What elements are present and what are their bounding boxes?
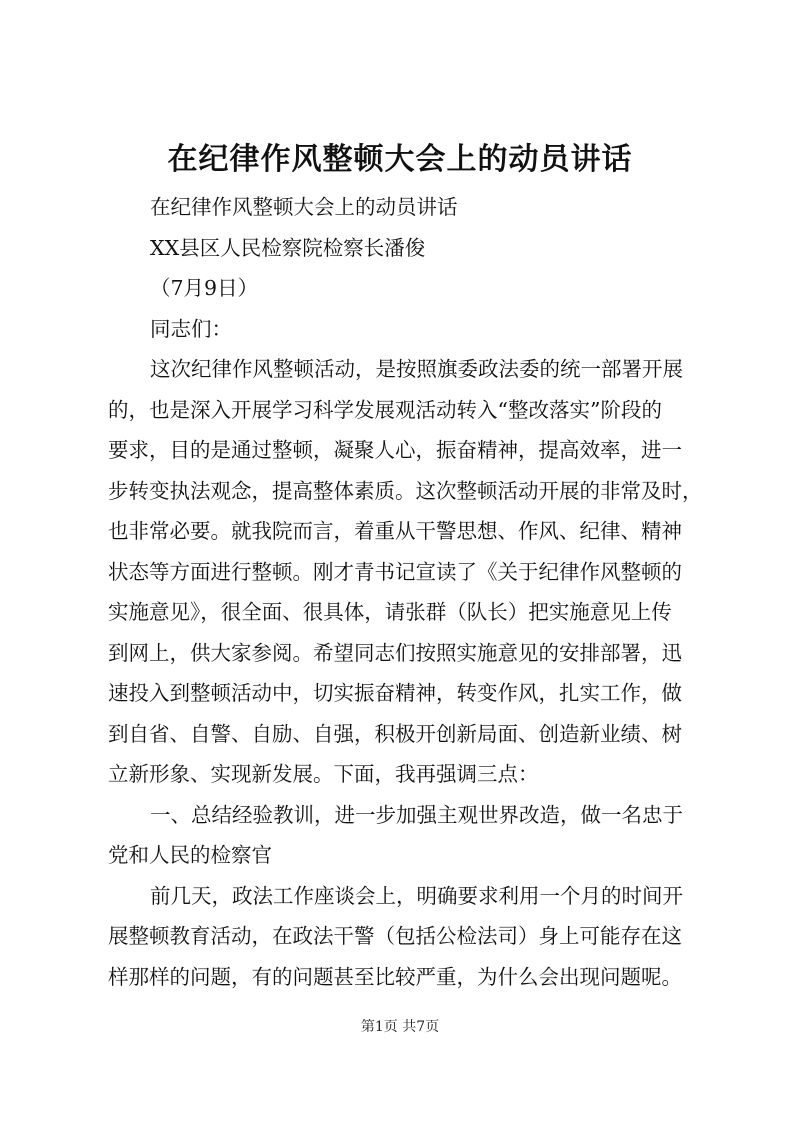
body-text-line: 速投入到整顿活动中，切实振奋精神，转变作风，扎实工作，做 xyxy=(108,681,682,705)
page-title: 在纪律作风整顿大会上的动员讲话 xyxy=(167,142,633,177)
body-text-line: 的，也是深入开展学习科学发展观活动转入“整改落实”阶段的 xyxy=(108,397,662,422)
body-text-line: 同志们： xyxy=(150,316,232,341)
body-text-line: 状态等方面进行整顿。刚才青书记宣读了《关于纪律作风整顿的 xyxy=(108,559,682,584)
body-text-line: （7月9日） xyxy=(150,276,259,300)
body-text-line: 到网上，供大家参阅。希望同志们按照实施意见的安排部署，迅 xyxy=(108,640,682,665)
body-text-line: 一、总结经验教训，进一步加强主观世界改造，做一名忠于 xyxy=(150,802,683,827)
body-text-line: 这次纪律作风整顿活动，是按照旗委政法委的统一部署开展 xyxy=(150,357,683,381)
body-text-line: 前几天，政法工作座谈会上，明确要求利用一个月的时间开 xyxy=(150,883,683,908)
document-body xyxy=(108,187,714,997)
body-text-line: 样那样的问题，有的问题甚至比较严重，为什么会出现问题呢。 xyxy=(108,964,682,989)
body-text-line: 立新形象、实现新发展。下面，我再强调三点： xyxy=(108,762,539,786)
body-text-line: 在纪律作风整顿大会上的动员讲话 xyxy=(150,195,458,219)
body-text-line: 步转变执法观念，提高整体素质。这次整顿活动开展的非常及时， xyxy=(108,478,703,503)
body-text-line: 到自省、自警、自励、自强，积极开创新局面、创造新业绩、树 xyxy=(108,721,682,746)
page-footer: 第1页 共7页 xyxy=(360,1019,440,1035)
body-text-line: XX县区人民检察院检察长潘俊 xyxy=(150,235,426,260)
body-text-line: 也非常必要。就我院而言，着重从干警思想、作风、纪律、精神 xyxy=(108,519,682,543)
body-text-line: 党和人民的检察官 xyxy=(108,843,272,867)
body-text-line: 实施意见》，很全面、很具体，请张群（队长）把实施意见上传 xyxy=(108,600,672,624)
body-text-line: 要求，目的是通过整顿，凝聚人心，振奋精神，提高效率，进一 xyxy=(108,438,682,462)
body-text-line: 展整顿教育活动，在政法干警（包括公检法司）身上可能存在这 xyxy=(108,924,682,948)
